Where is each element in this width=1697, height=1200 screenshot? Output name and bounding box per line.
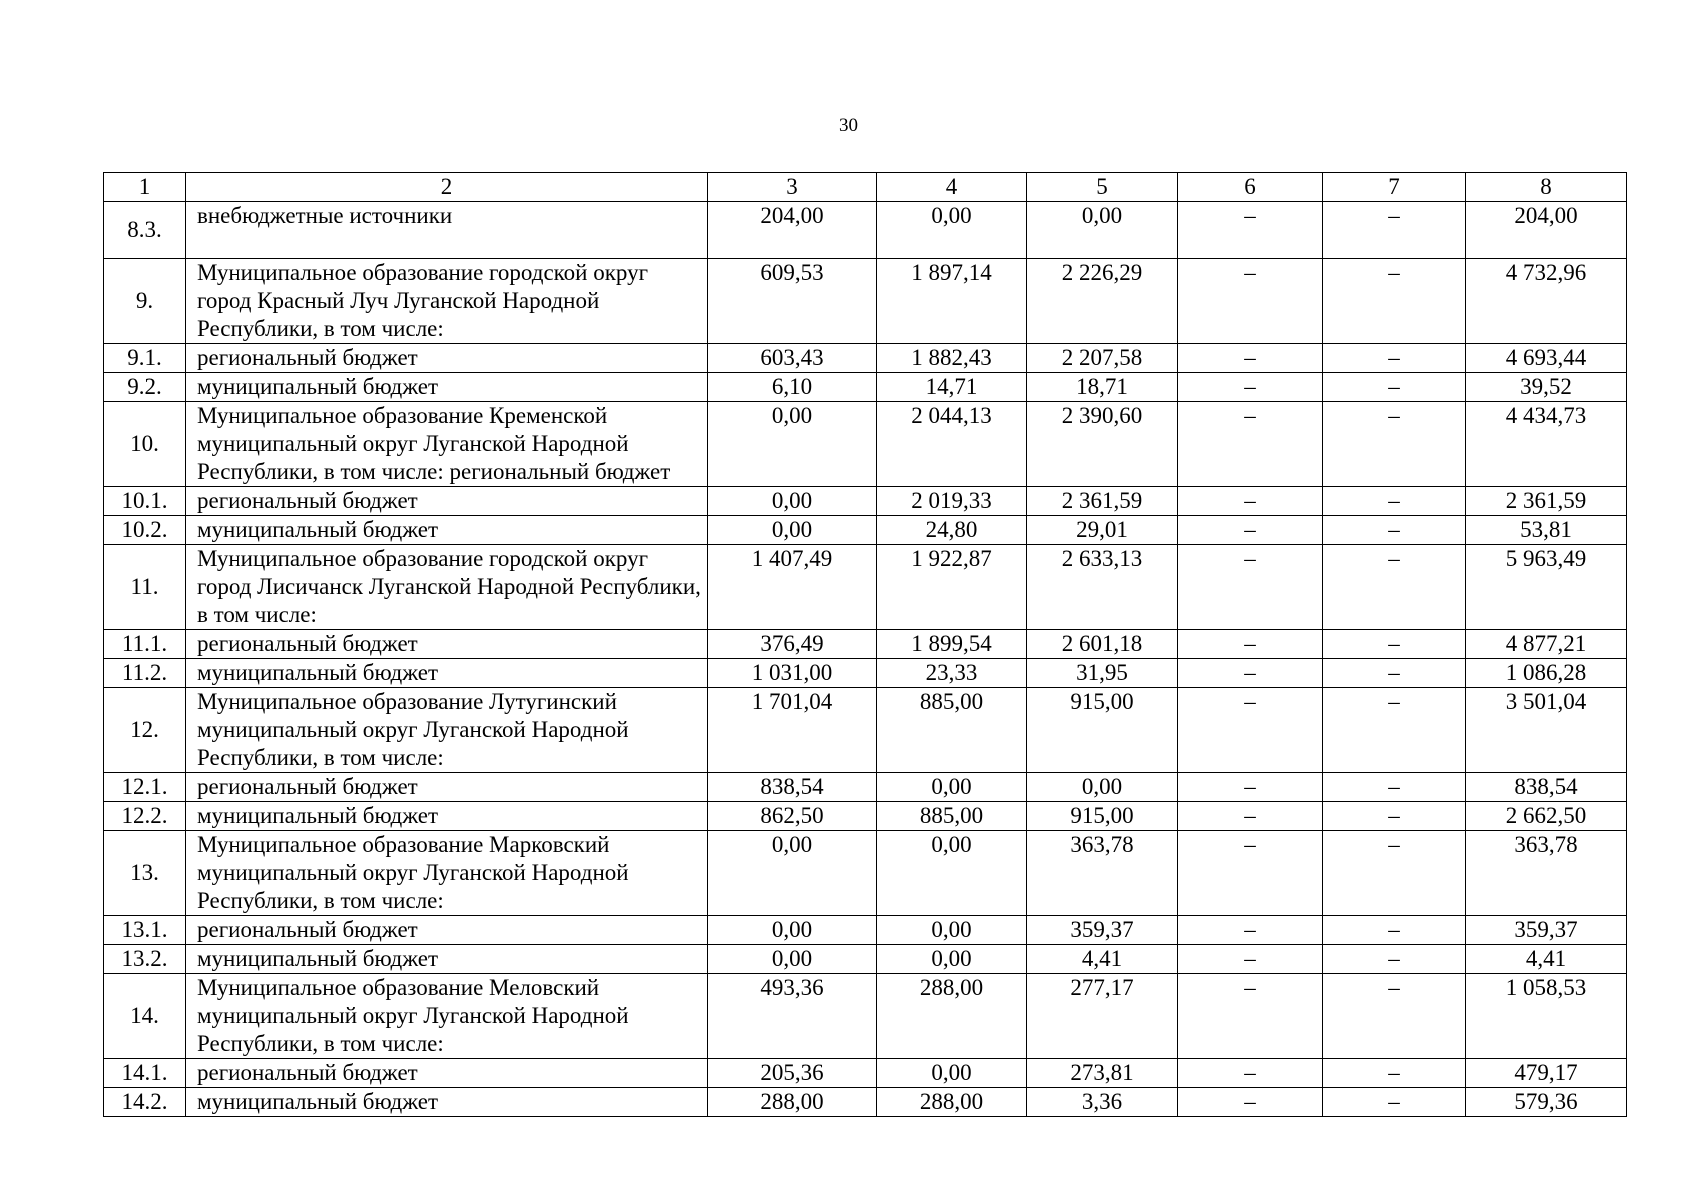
value-cell-col6: – xyxy=(1178,831,1323,916)
row-number-cell: 11.2. xyxy=(104,659,186,688)
row-number-cell: 14. xyxy=(104,974,186,1059)
value-cell-col6: – xyxy=(1178,1059,1323,1088)
row-name-cell: Муниципальное образование Марковский муниципальный округ Луганской Народной Республики, в том числе: xyxy=(186,831,708,916)
value-cell-col7: – xyxy=(1323,659,1466,688)
value-cell-col7: – xyxy=(1323,516,1466,545)
value-cell-col4: 0,00 xyxy=(877,831,1027,916)
row-name-cell: муниципальный бюджет xyxy=(186,1088,708,1117)
row-name-cell: муниципальный бюджет xyxy=(186,945,708,974)
value-cell-col4: 288,00 xyxy=(877,974,1027,1059)
row-name-cell: Муниципальное образование Лутугинский муниципальный округ Луганской Народной Республики, в том числе: xyxy=(186,688,708,773)
row-name-cell: региональный бюджет xyxy=(186,1059,708,1088)
row-name-cell: региональный бюджет xyxy=(186,916,708,945)
value-cell-col6: – xyxy=(1178,545,1323,630)
value-cell-col4: 288,00 xyxy=(877,1088,1027,1117)
value-cell-col4: 23,33 xyxy=(877,659,1027,688)
value-cell-col3: 0,00 xyxy=(708,945,877,974)
value-cell-col8: 4,41 xyxy=(1466,945,1627,974)
value-cell-col5: 29,01 xyxy=(1027,516,1178,545)
row-number-cell: 9. xyxy=(104,259,186,344)
value-cell-col6: – xyxy=(1178,402,1323,487)
header-cell-1: 1 xyxy=(104,173,186,202)
value-cell-col4: 885,00 xyxy=(877,688,1027,773)
row-number-cell: 8.3. xyxy=(104,202,186,259)
value-cell-col8: 3 501,04 xyxy=(1466,688,1627,773)
value-cell-col4: 2 019,33 xyxy=(877,487,1027,516)
value-cell-col8: 1 058,53 xyxy=(1466,974,1627,1059)
value-cell-col8: 4 877,21 xyxy=(1466,630,1627,659)
value-cell-col5: 31,95 xyxy=(1027,659,1178,688)
value-cell-col7: – xyxy=(1323,487,1466,516)
value-cell-col3: 603,43 xyxy=(708,344,877,373)
row-number-cell: 11. xyxy=(104,545,186,630)
table-row xyxy=(104,688,1627,773)
value-cell-col5: 359,37 xyxy=(1027,916,1178,945)
value-cell-col7: – xyxy=(1323,773,1466,802)
row-number-cell: 10.1. xyxy=(104,487,186,516)
header-cell-4: 4 xyxy=(877,173,1027,202)
value-cell-col5: 18,71 xyxy=(1027,373,1178,402)
row-number-cell: 10. xyxy=(104,402,186,487)
value-cell-col6: – xyxy=(1178,659,1323,688)
row-number-cell: 11.1. xyxy=(104,630,186,659)
row-name-cell: муниципальный бюджет xyxy=(186,659,708,688)
row-name-cell: Муниципальное образование городской округ город Лисичанск Луганской Народной Республики, в том числе: xyxy=(186,545,708,630)
value-cell-col6: – xyxy=(1178,487,1323,516)
row-number-cell: 13.2. xyxy=(104,945,186,974)
table-body xyxy=(104,173,1627,1117)
value-cell-col3: 204,00 xyxy=(708,202,877,259)
value-cell-col8: 4 434,73 xyxy=(1466,402,1627,487)
value-cell-col5: 2 390,60 xyxy=(1027,402,1178,487)
row-number-cell: 9.2. xyxy=(104,373,186,402)
row-name-cell: внебюджетные источники xyxy=(186,202,708,259)
value-cell-col4: 0,00 xyxy=(877,773,1027,802)
value-cell-col5: 2 633,13 xyxy=(1027,545,1178,630)
table-row xyxy=(104,659,1627,688)
value-cell-col7: – xyxy=(1323,344,1466,373)
value-cell-col4: 24,80 xyxy=(877,516,1027,545)
value-cell-col3: 838,54 xyxy=(708,773,877,802)
row-name-cell: Муниципальное образование Меловский муниципальный округ Луганской Народной Республики, в том числе: xyxy=(186,974,708,1059)
value-cell-col8: 4 693,44 xyxy=(1466,344,1627,373)
value-cell-col6: – xyxy=(1178,344,1323,373)
value-cell-col8: 479,17 xyxy=(1466,1059,1627,1088)
row-number-cell: 13. xyxy=(104,831,186,916)
table-row xyxy=(104,916,1627,945)
value-cell-col8: 204,00 xyxy=(1466,202,1627,259)
value-cell-col4: 885,00 xyxy=(877,802,1027,831)
value-cell-col7: – xyxy=(1323,688,1466,773)
value-cell-col6: – xyxy=(1178,202,1323,259)
value-cell-col4: 2 044,13 xyxy=(877,402,1027,487)
row-name-cell: Муниципальное образование городской округ город Красный Луч Луганской Народной Республики, в том числе: xyxy=(186,259,708,344)
value-cell-col5: 0,00 xyxy=(1027,202,1178,259)
row-number-cell: 12.2. xyxy=(104,802,186,831)
row-name-cell: муниципальный бюджет xyxy=(186,373,708,402)
value-cell-col3: 493,36 xyxy=(708,974,877,1059)
value-cell-col8: 1 086,28 xyxy=(1466,659,1627,688)
value-cell-col3: 205,36 xyxy=(708,1059,877,1088)
row-name-cell: Муниципальное образование Кременской муниципальный округ Луганской Народной Республики, в том числе: региональный бюджет xyxy=(186,402,708,487)
value-cell-col6: – xyxy=(1178,945,1323,974)
row-number-cell: 14.1. xyxy=(104,1059,186,1088)
value-cell-col3: 0,00 xyxy=(708,916,877,945)
value-cell-col4: 14,71 xyxy=(877,373,1027,402)
value-cell-col5: 2 601,18 xyxy=(1027,630,1178,659)
value-cell-col3: 0,00 xyxy=(708,487,877,516)
value-cell-col5: 3,36 xyxy=(1027,1088,1178,1117)
value-cell-col3: 1 407,49 xyxy=(708,545,877,630)
value-cell-col5: 4,41 xyxy=(1027,945,1178,974)
table-row xyxy=(104,545,1627,630)
value-cell-col8: 2 662,50 xyxy=(1466,802,1627,831)
value-cell-col6: – xyxy=(1178,773,1323,802)
value-cell-col7: – xyxy=(1323,545,1466,630)
header-cell-6: 6 xyxy=(1178,173,1323,202)
header-cell-3: 3 xyxy=(708,173,877,202)
value-cell-col5: 915,00 xyxy=(1027,802,1178,831)
value-cell-col6: – xyxy=(1178,688,1323,773)
value-cell-col6: – xyxy=(1178,373,1323,402)
value-cell-col7: – xyxy=(1323,945,1466,974)
header-cell-8: 8 xyxy=(1466,173,1627,202)
row-name-cell: муниципальный бюджет xyxy=(186,516,708,545)
value-cell-col3: 376,49 xyxy=(708,630,877,659)
value-cell-col4: 0,00 xyxy=(877,916,1027,945)
value-cell-col8: 53,81 xyxy=(1466,516,1627,545)
header-cell-2: 2 xyxy=(186,173,708,202)
value-cell-col5: 0,00 xyxy=(1027,773,1178,802)
value-cell-col6: – xyxy=(1178,259,1323,344)
value-cell-col3: 0,00 xyxy=(708,516,877,545)
table-row xyxy=(104,402,1627,487)
value-cell-col8: 359,37 xyxy=(1466,916,1627,945)
page-number: 30 xyxy=(839,115,858,136)
value-cell-col3: 288,00 xyxy=(708,1088,877,1117)
value-cell-col3: 6,10 xyxy=(708,373,877,402)
row-name-cell: региональный бюджет xyxy=(186,630,708,659)
value-cell-col8: 4 732,96 xyxy=(1466,259,1627,344)
value-cell-col7: – xyxy=(1323,802,1466,831)
value-cell-col7: – xyxy=(1323,916,1466,945)
table-row xyxy=(104,259,1627,344)
value-cell-col4: 1 899,54 xyxy=(877,630,1027,659)
value-cell-col6: – xyxy=(1178,1088,1323,1117)
header-cell-7: 7 xyxy=(1323,173,1466,202)
value-cell-col8: 39,52 xyxy=(1466,373,1627,402)
value-cell-col8: 5 963,49 xyxy=(1466,545,1627,630)
value-cell-col7: – xyxy=(1323,831,1466,916)
row-number-cell: 13.1. xyxy=(104,916,186,945)
value-cell-col4: 1 882,43 xyxy=(877,344,1027,373)
value-cell-col7: – xyxy=(1323,1059,1466,1088)
value-cell-col4: 1 922,87 xyxy=(877,545,1027,630)
value-cell-col4: 0,00 xyxy=(877,202,1027,259)
header-row xyxy=(104,173,1627,202)
value-cell-col7: – xyxy=(1323,630,1466,659)
value-cell-col7: – xyxy=(1323,402,1466,487)
value-cell-col5: 2 207,58 xyxy=(1027,344,1178,373)
value-cell-col6: – xyxy=(1178,516,1323,545)
value-cell-col8: 838,54 xyxy=(1466,773,1627,802)
table-row xyxy=(104,516,1627,545)
value-cell-col8: 363,78 xyxy=(1466,831,1627,916)
value-cell-col4: 0,00 xyxy=(877,1059,1027,1088)
value-cell-col7: – xyxy=(1323,974,1466,1059)
budget-table xyxy=(103,172,1627,1117)
table-row xyxy=(104,487,1627,516)
table-row xyxy=(104,202,1627,259)
value-cell-col8: 2 361,59 xyxy=(1466,487,1627,516)
table-row xyxy=(104,945,1627,974)
value-cell-col8: 579,36 xyxy=(1466,1088,1627,1117)
row-number-cell: 10.2. xyxy=(104,516,186,545)
table-row xyxy=(104,630,1627,659)
row-number-cell: 14.2. xyxy=(104,1088,186,1117)
value-cell-col3: 0,00 xyxy=(708,831,877,916)
value-cell-col5: 915,00 xyxy=(1027,688,1178,773)
table-row xyxy=(104,373,1627,402)
value-cell-col7: – xyxy=(1323,259,1466,344)
table-row xyxy=(104,773,1627,802)
value-cell-col6: – xyxy=(1178,630,1323,659)
value-cell-col6: – xyxy=(1178,974,1323,1059)
value-cell-col3: 862,50 xyxy=(708,802,877,831)
header-cell-5: 5 xyxy=(1027,173,1178,202)
value-cell-col5: 363,78 xyxy=(1027,831,1178,916)
table-row xyxy=(104,802,1627,831)
value-cell-col3: 1 701,04 xyxy=(708,688,877,773)
table-row xyxy=(104,344,1627,373)
row-number-cell: 9.1. xyxy=(104,344,186,373)
value-cell-col5: 2 361,59 xyxy=(1027,487,1178,516)
row-number-cell: 12. xyxy=(104,688,186,773)
value-cell-col6: – xyxy=(1178,916,1323,945)
table-row xyxy=(104,831,1627,916)
value-cell-col3: 609,53 xyxy=(708,259,877,344)
value-cell-col4: 0,00 xyxy=(877,945,1027,974)
value-cell-col5: 277,17 xyxy=(1027,974,1178,1059)
row-number-cell: 12.1. xyxy=(104,773,186,802)
value-cell-col7: – xyxy=(1323,202,1466,259)
value-cell-col6: – xyxy=(1178,802,1323,831)
value-cell-col7: – xyxy=(1323,373,1466,402)
value-cell-col5: 273,81 xyxy=(1027,1059,1178,1088)
table-row xyxy=(104,1059,1627,1088)
value-cell-col4: 1 897,14 xyxy=(877,259,1027,344)
table-row xyxy=(104,1088,1627,1117)
table-row xyxy=(104,974,1627,1059)
row-name-cell: региональный бюджет xyxy=(186,487,708,516)
value-cell-col3: 0,00 xyxy=(708,402,877,487)
row-name-cell: региональный бюджет xyxy=(186,344,708,373)
row-name-cell: региональный бюджет xyxy=(186,773,708,802)
value-cell-col7: – xyxy=(1323,1088,1466,1117)
value-cell-col3: 1 031,00 xyxy=(708,659,877,688)
value-cell-col5: 2 226,29 xyxy=(1027,259,1178,344)
row-name-cell: муниципальный бюджет xyxy=(186,802,708,831)
